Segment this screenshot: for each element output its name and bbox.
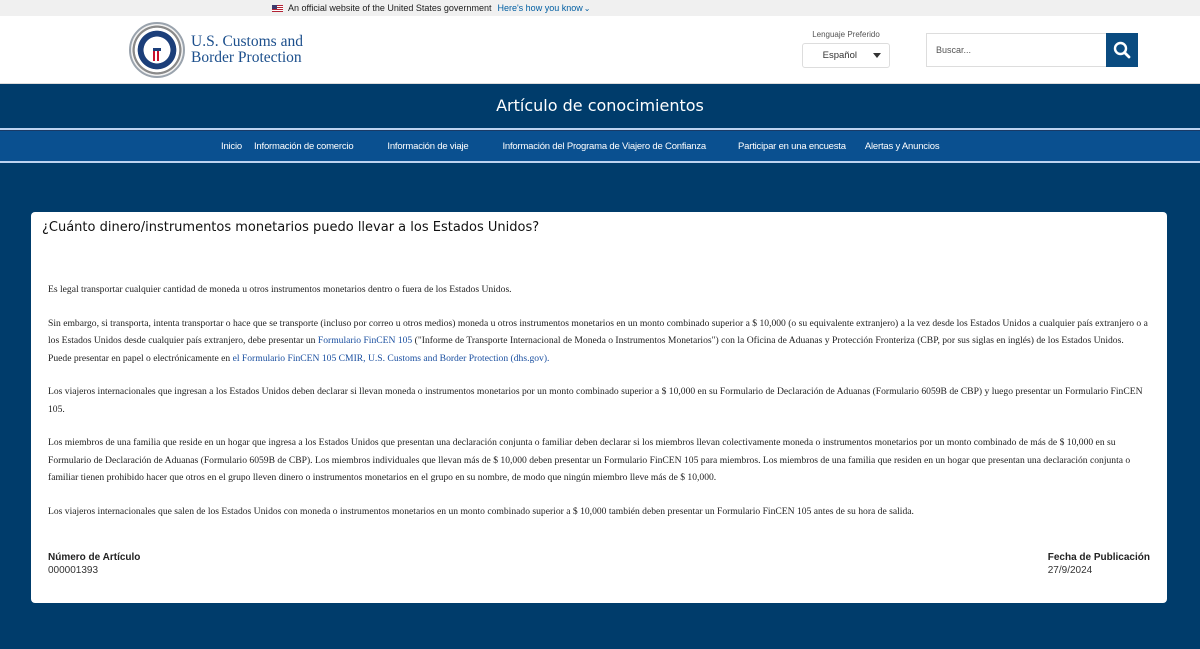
article-number-label: Número de Artículo: [48, 552, 141, 563]
cbp-logo-link[interactable]: [129, 22, 303, 78]
article-body: [48, 281, 1148, 536]
search-form: [926, 33, 1138, 67]
article-paragraph-4: Los miembros de una familia que reside en un hogar que ingresa a los Estados Unidos que presentan una declaración conjunta o familiar deben declarar si los miembros llevan colectivamente moneda o instrumentos monetarios por un monto combinado de más de $ 10,000 en su Formulario de Declaración de Aduanas (Formulario 6059B de CBP). Los miembros individuales que llevan más de $ 10,000 deben presentar un Formulario FinCEN 105 para miembros. Los miembros de una familia que residen en un hogar que presentan una declaración conjunta o familiar tienen prohibido hacer que otros en el grupo lleven dinero o instrumentos monetarios en el grupo en su nombre, de modo que ningún miembro lleve más de $ 10,000.: [48, 437, 1131, 483]
article-paragraph-3: Los viajeros internacionales que ingresan a los Estados Unidos deben declarar si llevan moneda o instrumentos monetarios por un monto combinado superior a $ 10,000 en su Formulario de Declaración de Aduanas (Formulario 6059B de CBP) y luego presentar un Formulario FinCEN 105.: [48, 386, 1143, 415]
fincen-105-cmir-link[interactable]: el Formulario FinCEN 105 CMIR, U.S. Customs and Border Protection (dhs.gov).: [232, 352, 550, 364]
search-icon: [1113, 41, 1131, 59]
dhs-seal-icon: [129, 22, 185, 78]
language-selector: [802, 30, 890, 68]
caret-down-icon: [873, 53, 881, 58]
nav-item-encuesta[interactable]: Participar en una encuesta: [738, 140, 846, 152]
heres-how-you-know-link[interactable]: [497, 3, 590, 13]
language-selected: Español: [822, 50, 857, 61]
fincen-105-link[interactable]: Formulario FinCEN 105: [317, 335, 413, 346]
language-dropdown[interactable]: [802, 43, 890, 68]
page-title: Artículo de conocimientos: [496, 95, 704, 115]
paragraph-2-text-b: ("Informe de Transporte Internacional de Moneda o Instrumentos Monetarios") con la Oficina de Aduanas y Protección Fronteriza (CBP, por sus siglas en inglés) de los Estados Unidos. Puede presentar en papel o electrónicamente en: [48, 335, 1124, 364]
nav-item-alertas[interactable]: Alertas y Anuncios: [864, 140, 940, 152]
gov-banner-text: An official website of the United States government: [288, 3, 492, 13]
article-paragraph-1: Es legal transportar cualquier cantidad de moneda u otros instrumentos monetarios dentro o fuera de los Estados Unidos.: [48, 284, 512, 295]
search-button[interactable]: [1106, 33, 1138, 67]
publication-date-value: 27/9/2024: [1047, 565, 1093, 576]
article-title: ¿Cuánto dinero/instrumentos monetarios puedo llevar a los Estados Unidos?: [42, 220, 540, 235]
article-card: [31, 212, 1167, 603]
nav-item-inicio[interactable]: Inicio: [221, 140, 242, 152]
logo-line-1: U.S. Customs and: [191, 33, 303, 50]
nav-item-viajero-confianza[interactable]: Información del Programa de Viajero de Confianza: [502, 140, 707, 152]
article-number-block: [48, 551, 140, 577]
logo-line-2: Border Protection: [191, 49, 302, 66]
nav-item-comercio[interactable]: Información de comercio: [253, 140, 354, 152]
publication-date-label: Fecha de Publicación: [1047, 552, 1150, 563]
page-title-band: [0, 84, 1200, 130]
language-label: Lenguaje Preferido: [812, 30, 880, 39]
publication-date-block: [1048, 551, 1150, 577]
article-paragraph-2: [48, 315, 1148, 368]
article-paragraph-5: Los viajeros internacionales que salen de los Estados Unidos con moneda o instrumentos monetarios en un monto combinado superior a $ 10,000 también deben presentar un Formulario FinCEN 105 antes de su hora de salida.: [48, 505, 914, 517]
heres-how-you-know-label: Here's how you know: [497, 3, 583, 13]
main-nav: [0, 130, 1200, 163]
chevron-down-icon: ⌄: [583, 4, 591, 13]
nav-item-viaje[interactable]: Información de viaje: [387, 140, 469, 152]
logo-text: [191, 34, 303, 66]
paragraph-2-text-a: Sin embargo, si transporta, intenta transportar o hace que se transporte (incluso por correo u otros medios) moneda u otros instrumentos monetarios en un monto combinado superior a $ 10,000 (o su equivalente extranjero) a la vez desde los Estados Unidos a cualquier país extranjero o a los Estados Unidos desde cualquier país extranjero, debe presentar un: [48, 317, 1148, 346]
site-header: [0, 16, 1200, 84]
us-flag-icon: [272, 5, 283, 12]
article-number-value: 000001393: [48, 565, 99, 576]
gov-banner: [0, 0, 1200, 16]
search-input[interactable]: [926, 33, 1106, 67]
